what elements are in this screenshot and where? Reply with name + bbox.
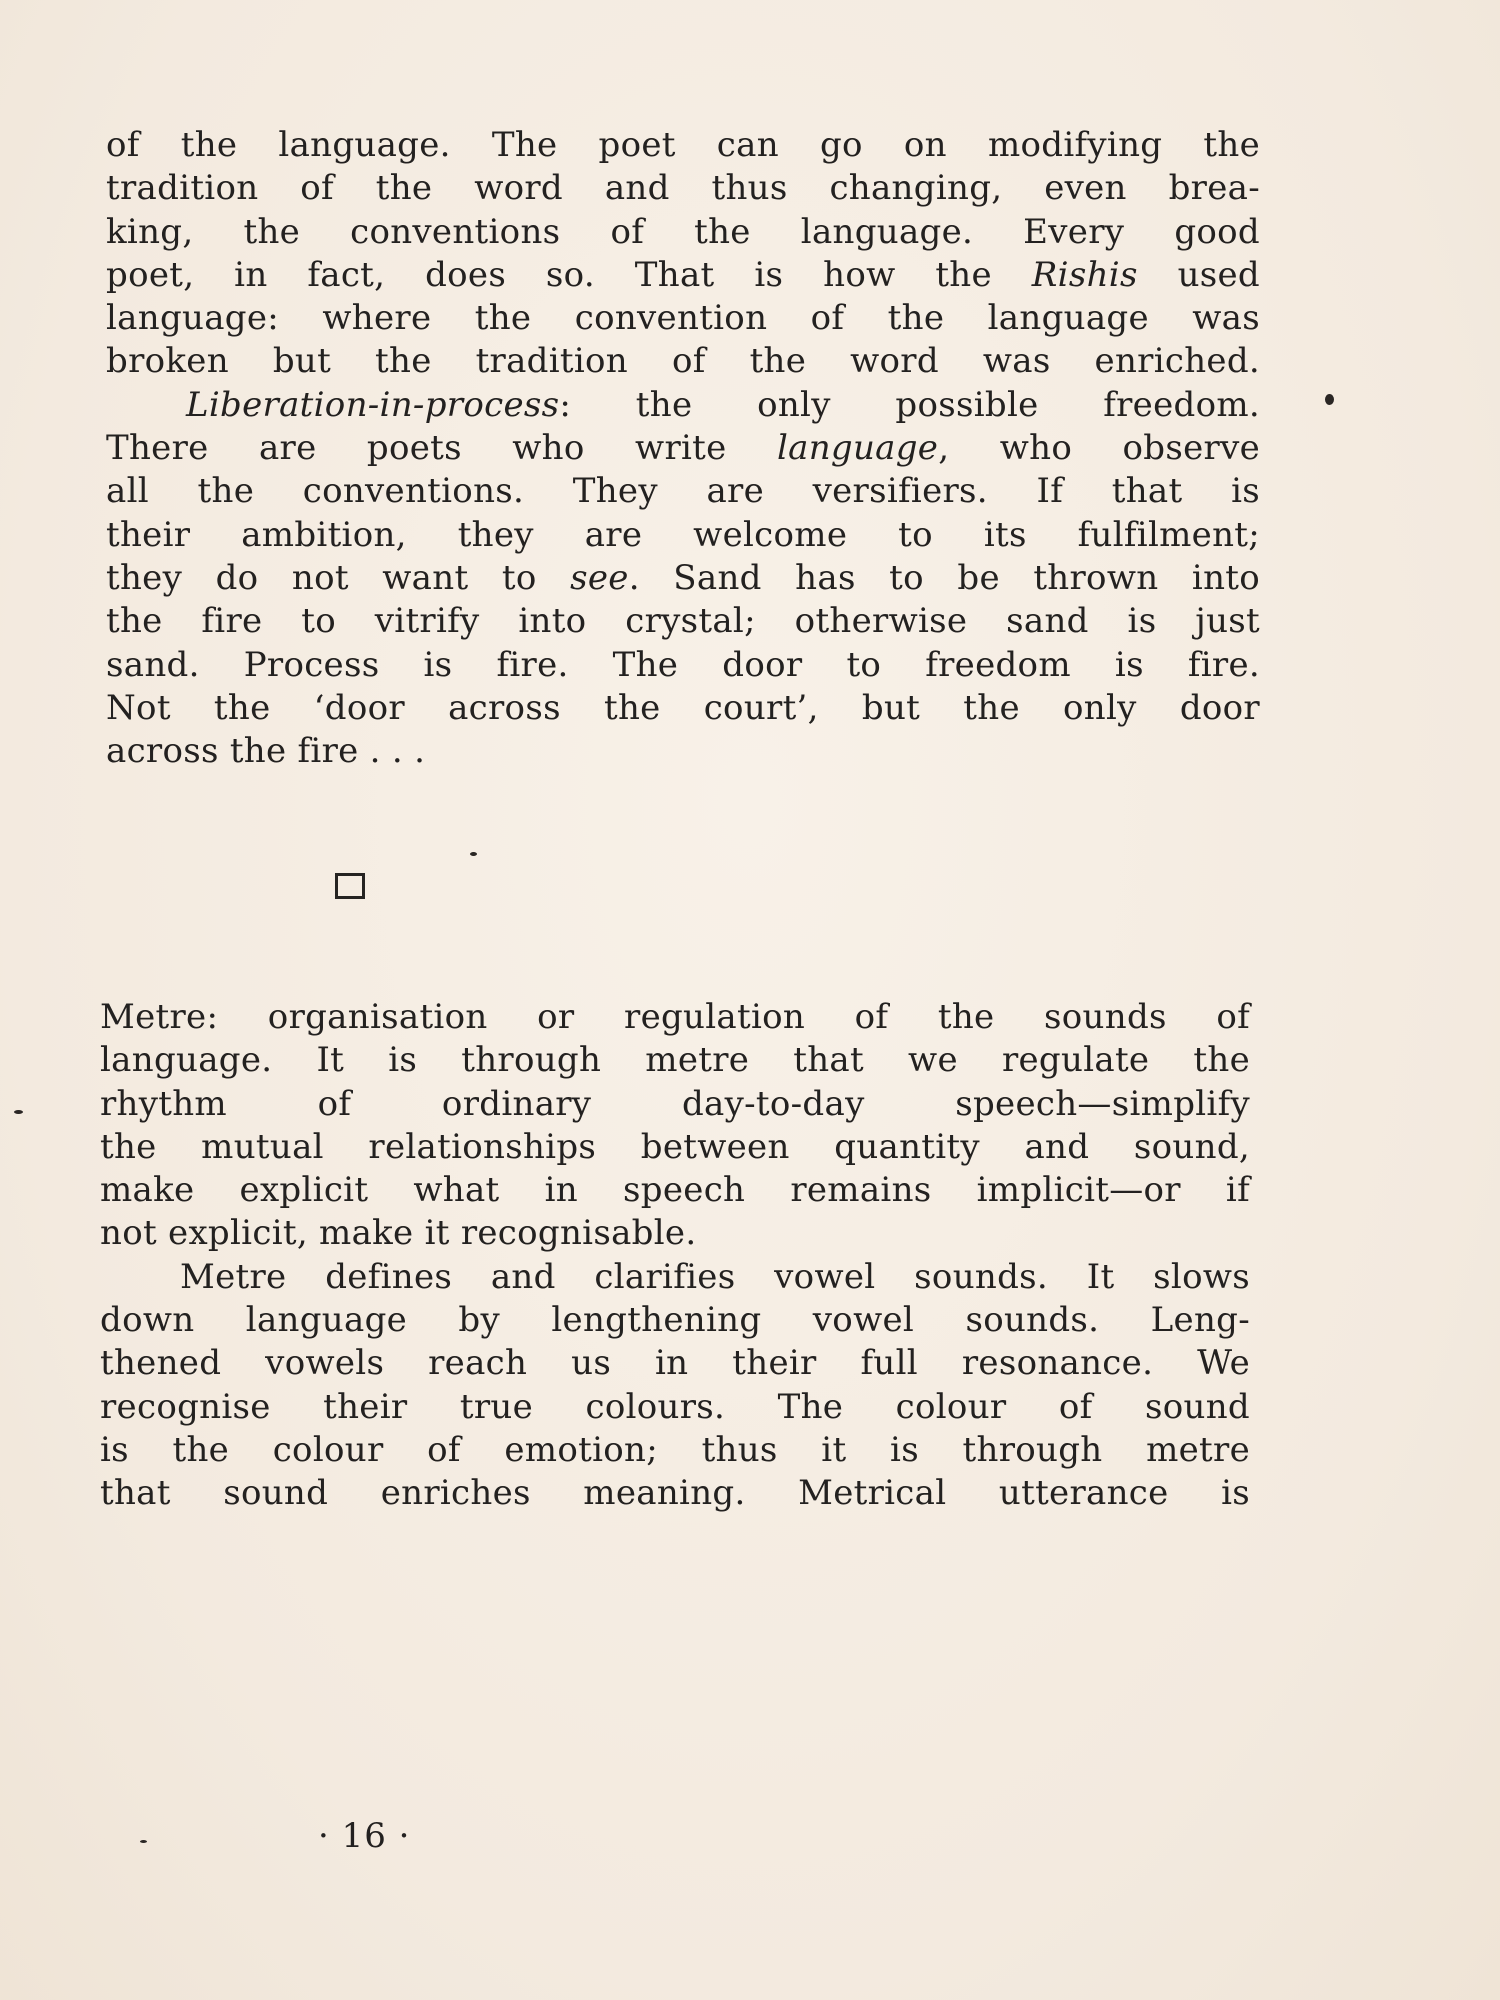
ink-speck <box>470 852 477 856</box>
text-segment: used <box>1177 254 1260 295</box>
text-line <box>106 384 1260 427</box>
text-line: down language by lengthening vowel sounds. Leng- <box>100 1300 1250 1341</box>
text-line: broken but the tradition of the word was enriched. <box>106 341 1260 382</box>
page-number: · 16 · <box>318 1816 411 1856</box>
text-line: the mutual relationships between quantity and sound, <box>100 1126 1250 1167</box>
text-line: is the colour of emotion; thus it is through metre <box>100 1429 1250 1470</box>
section-separator-box-icon <box>335 873 365 899</box>
text-line: make explicit what in speech remains implicit—or if <box>100 1170 1250 1211</box>
text-line: king, the conventions of the language. Every good <box>106 211 1260 252</box>
italic-language: language <box>776 428 939 469</box>
text-section-one <box>106 124 1260 773</box>
ink-speck <box>140 1840 147 1843</box>
text-line: tradition of the word and thus changing, even brea- <box>106 168 1260 209</box>
text-line: the fire to vitrify into crystal; otherwise sand is just <box>106 601 1260 642</box>
text-line: sand. Process is fire. The door to freedom is fire. <box>106 644 1260 685</box>
text-line: across the fire . . . <box>106 731 426 772</box>
text-segment: . Sand has to be thrown into <box>628 557 1261 598</box>
text-line: of the language. The poet can go on modifying the <box>106 125 1260 165</box>
text-line: all the conventions. They are versifiers. If that is <box>106 471 1260 512</box>
ink-speck <box>1325 394 1334 405</box>
text-section-two <box>100 996 1250 1516</box>
text-segment: they do not want to <box>106 557 537 598</box>
text-line <box>106 254 1260 297</box>
text-line: language: where the convention of the language was <box>106 298 1260 339</box>
ink-speck <box>14 1110 23 1114</box>
text-segment: : the only possible freedom. <box>559 384 1260 425</box>
text-line: Metre: organisation or regulation of the sounds of <box>100 997 1250 1037</box>
text-line: that sound enriches meaning. Metrical utterance is <box>100 1473 1250 1514</box>
italic-liberation: Liberation-in-process <box>186 384 560 425</box>
text-segment: There are poets who write <box>106 428 727 469</box>
italic-rishis: Rishis <box>1031 254 1138 295</box>
text-segment: poet, in fact, does so. That is how the <box>106 254 992 295</box>
text-line: thened vowels reach us in their full resonance. We <box>100 1343 1250 1384</box>
text-line <box>106 557 1260 600</box>
italic-see: see <box>570 557 629 598</box>
text-line: recognise their true colours. The colour of sound <box>100 1386 1250 1427</box>
text-line <box>106 427 1260 470</box>
text-line: Not the ‘door across the court’, but the only door <box>106 687 1260 728</box>
text-line: not explicit, make it recognisable. <box>100 1213 697 1254</box>
text-segment: , who observe <box>938 428 1260 469</box>
text-line: Metre defines and clarifies vowel sounds. It slows <box>180 1256 1250 1297</box>
text-line: rhythm of ordinary day-to-day speech—simplify <box>100 1083 1250 1124</box>
text-line: their ambition, they are welcome to its fulfilment; <box>106 514 1260 555</box>
text-line: language. It is through metre that we regulate the <box>100 1040 1250 1081</box>
